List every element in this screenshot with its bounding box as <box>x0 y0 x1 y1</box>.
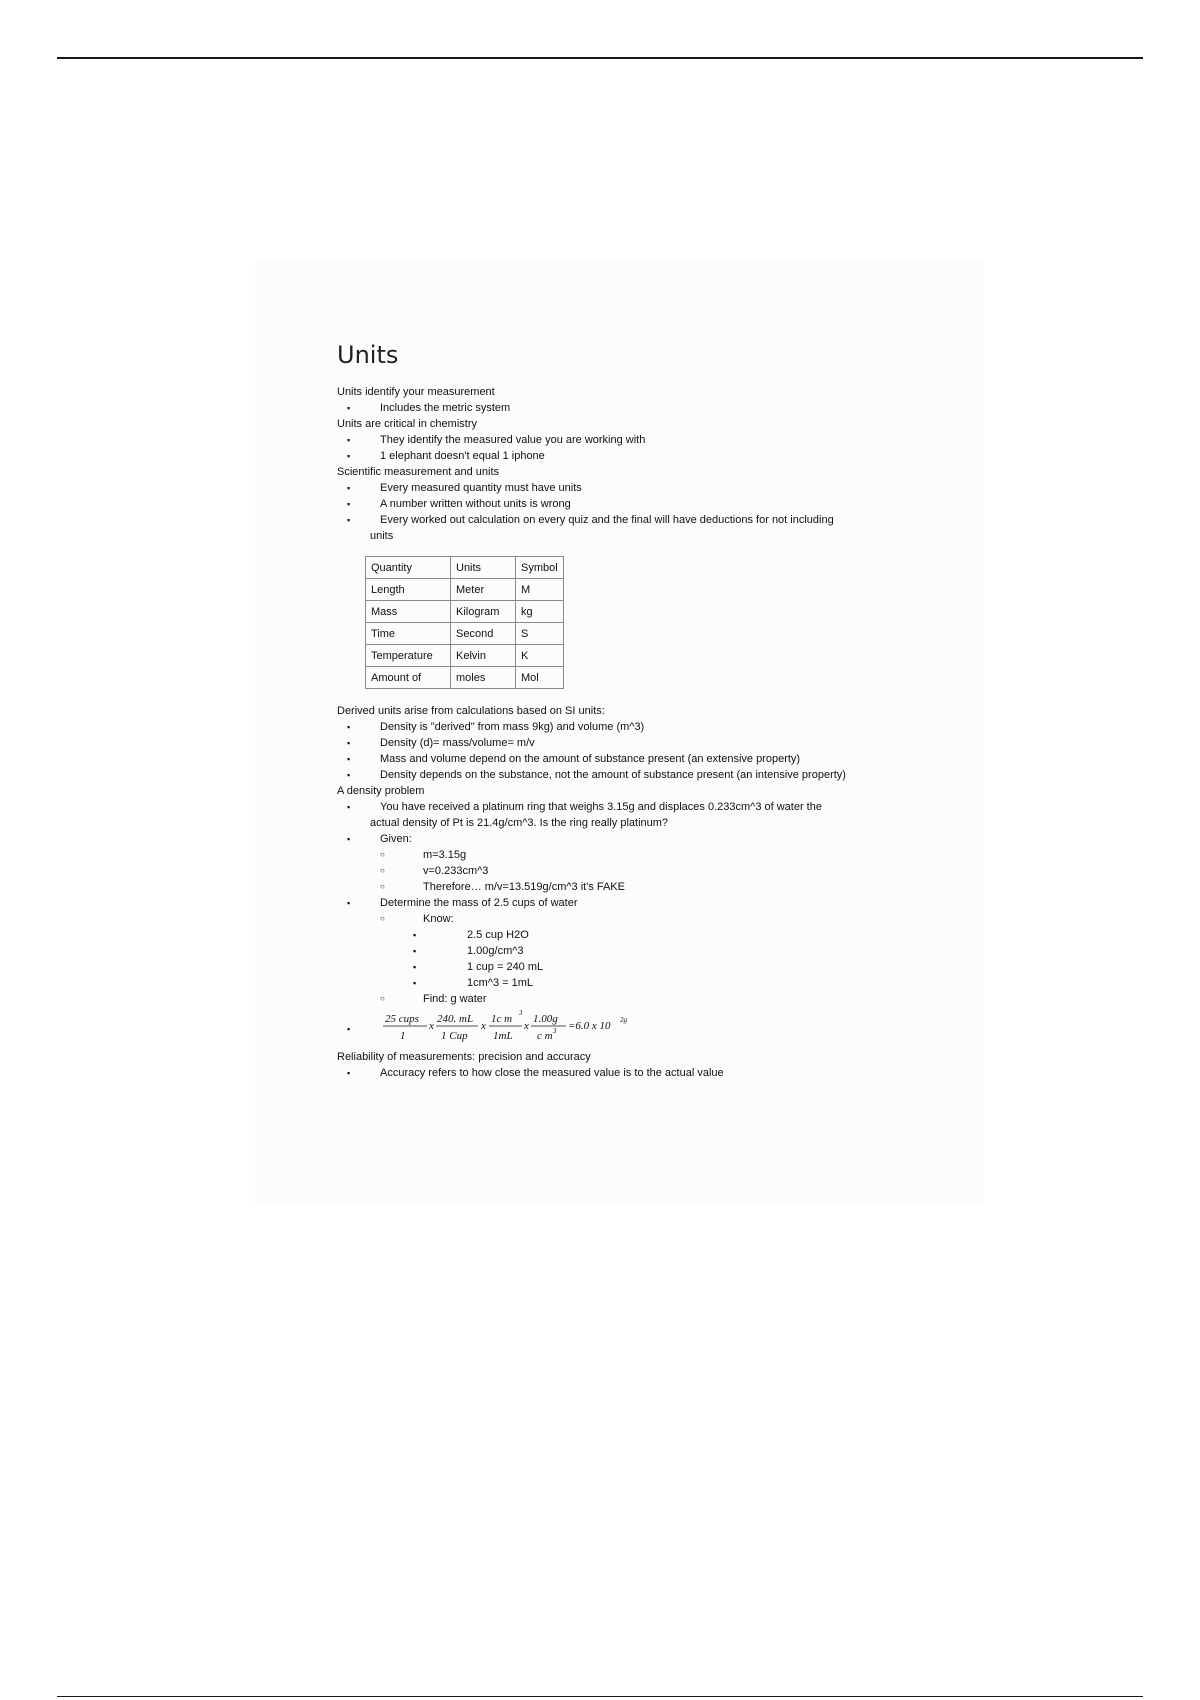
table-row <box>366 601 564 623</box>
formula-times-1: x <box>429 1020 434 1032</box>
table-row <box>366 579 564 601</box>
conversion-formula <box>337 1009 917 1047</box>
table-header-cell: Units <box>451 557 516 579</box>
bullet-icon: ▪ <box>347 435 351 445</box>
list-item: ▪ Density is "derived" from mass 9kg) and volume (m^3) <box>347 721 645 733</box>
formula-den-3: 1mL <box>493 1030 513 1042</box>
bullet-icon: ▪ <box>347 451 351 461</box>
heading-scientific-measurement: Scientific measurement and units <box>337 466 500 478</box>
list-item: ▪ Density (d)= mass/volume= m/v <box>347 737 535 749</box>
table-cell: Kelvin <box>451 645 516 667</box>
bullet-icon: ▪ <box>413 930 417 940</box>
table-cell: Mass <box>366 601 451 623</box>
table-cell: Second <box>451 623 516 645</box>
circle-bullet-icon: ○ <box>380 850 385 859</box>
sub-sub-list-item: ▪ 1 cup = 240 mL <box>413 961 544 973</box>
sub-sub-list-item: ▪ 2.5 cup H2O <box>413 929 529 941</box>
sub-list-item: ○ v=0.233cm^3 <box>380 865 489 877</box>
bullet-icon: ▪ <box>347 722 351 732</box>
list-item: ▪ You have received a platinum ring that weighs 3.15g and displaces 0.233cm^3 of water the <box>347 801 822 813</box>
table-cell: M <box>516 579 564 601</box>
formula-num-4: 1.00g <box>533 1013 558 1025</box>
bullet-icon: ▪ <box>347 738 351 748</box>
bullet-icon: ▪ <box>347 499 351 509</box>
table-cell: Kilogram <box>451 601 516 623</box>
sub-list-item: ○ Find: g water <box>380 993 487 1005</box>
bottom-rule <box>57 1696 1143 1697</box>
bullet-icon: ▪ <box>347 770 351 780</box>
circle-bullet-icon: ○ <box>380 866 385 875</box>
table-cell: Time <box>366 623 451 645</box>
bullet-icon: ▪ <box>347 1068 351 1078</box>
document-content <box>337 340 917 1081</box>
formula-exponent: 2g <box>620 1016 627 1024</box>
table-row <box>366 645 564 667</box>
sub-list-item: ○ m=3.15g <box>380 849 467 861</box>
formula-den-2: 1 Cup <box>441 1030 468 1042</box>
bullet-icon: ▪ <box>347 1024 351 1034</box>
table-cell: Length <box>366 579 451 601</box>
table-header-row <box>366 557 564 579</box>
sub-sub-list-item: ▪ 1.00g/cm^3 <box>413 945 524 957</box>
table-header-cell: Symbol <box>516 557 564 579</box>
list-item: ▪ Given: <box>347 833 412 845</box>
sub-sub-list-item: ▪ 1cm^3 = 1mL <box>413 977 533 989</box>
bullet-icon: ▪ <box>347 403 351 413</box>
formula-sup-3a: 3 <box>519 1009 523 1017</box>
table-row <box>366 623 564 645</box>
heading-reliability: Reliability of measurements: precision and accuracy <box>337 1051 591 1063</box>
table-header-cell: Quantity <box>366 557 451 579</box>
bullet-icon: ▪ <box>413 946 417 956</box>
table-cell: moles <box>451 667 516 689</box>
formula-den-1: 1 <box>400 1030 406 1042</box>
heading-units-critical: Units are critical in chemistry <box>337 418 477 430</box>
formula-times-3: x <box>524 1020 529 1032</box>
list-item: ▪ Accuracy refers to how close the measured value is to the actual value <box>347 1067 724 1079</box>
table-cell: S <box>516 623 564 645</box>
bullet-icon: ▪ <box>347 898 351 908</box>
list-item: ▪ Density depends on the substance, not the amount of substance present (an intensive property) <box>347 769 846 781</box>
list-item: ▪ A number written without units is wrong <box>347 498 571 510</box>
heading-units-identify: Units identify your measurement <box>337 386 495 398</box>
sub-list-item: ○ Know: <box>380 913 454 925</box>
list-item-continuation: units <box>370 530 394 542</box>
table-cell: K <box>516 645 564 667</box>
list-item-continuation: actual density of Pt is 21.4g/cm^3. Is the ring really platinum? <box>370 817 669 829</box>
circle-bullet-icon: ○ <box>380 994 385 1003</box>
table-cell: Temperature <box>366 645 451 667</box>
list-item: ▪ Includes the metric system <box>347 402 511 414</box>
formula-sup-3b: 3 <box>553 1027 557 1035</box>
bullet-icon: ▪ <box>413 978 417 988</box>
list-item: ▪ Determine the mass of 2.5 cups of water <box>347 897 578 909</box>
list-item: ▪ They identify the measured value you are working with <box>347 434 646 446</box>
bullet-icon: ▪ <box>347 802 351 812</box>
list-item: ▪ Every measured quantity must have units <box>347 482 582 494</box>
heading-derived-units: Derived units arise from calculations based on SI units: <box>337 705 605 717</box>
heading-density-problem: A density problem <box>337 785 425 797</box>
sub-list-item: ○ Therefore… m/v=13.519g/cm^3 it's FAKE <box>380 881 625 893</box>
table-cell: kg <box>516 601 564 623</box>
bullet-icon: ▪ <box>347 483 351 493</box>
bullet-icon: ▪ <box>347 834 351 844</box>
top-rule <box>57 57 1143 59</box>
table-cell: Amount of <box>366 667 451 689</box>
page-title: Units <box>337 341 399 369</box>
formula-graphic <box>380 1009 680 1047</box>
list-item: ▪ 1 elephant doesn't equal 1 iphone <box>347 450 545 462</box>
circle-bullet-icon: ○ <box>380 914 385 923</box>
table-row <box>366 667 564 689</box>
bullet-icon: ▪ <box>347 515 351 525</box>
formula-result: =6.0 x 10 <box>568 1020 611 1032</box>
units-table <box>365 556 564 689</box>
table-cell: Mol <box>516 667 564 689</box>
bullet-icon: ▪ <box>347 754 351 764</box>
bullet-icon: ▪ <box>413 962 417 972</box>
list-item: ▪ Mass and volume depend on the amount of substance present (an extensive property) <box>347 753 801 765</box>
formula-den-4: c m <box>537 1030 553 1042</box>
formula-num-3: 1c m <box>491 1013 513 1025</box>
formula-num-1: 25 cups <box>385 1013 419 1025</box>
list-item: ▪ Every worked out calculation on every quiz and the final will have deductions for not including <box>347 514 834 526</box>
circle-bullet-icon: ○ <box>380 882 385 891</box>
formula-times-2: x <box>481 1020 486 1032</box>
formula-num-2: 240. mL <box>437 1013 474 1025</box>
table-cell: Meter <box>451 579 516 601</box>
